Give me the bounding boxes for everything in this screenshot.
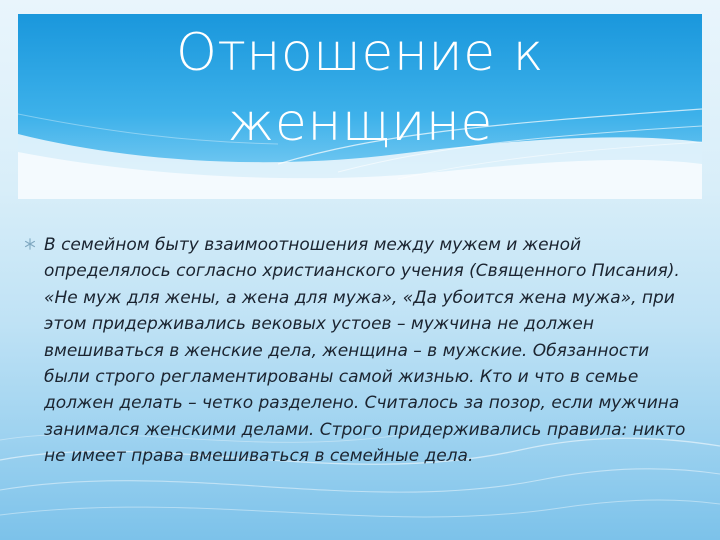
title-line-2: женщине bbox=[227, 93, 493, 154]
title-line-1: Отношение к bbox=[175, 23, 545, 83]
slide-title bbox=[18, 18, 702, 158]
bullet-text: В семейном быту взаимоотношения между мужем и женой определялось согласно христианского учения (Священного Писания). «Не муж для жены, а жена для мужа», «Да убоится жена мужа», при этом придерживались вековых устоев – мужчина не должен вмешиваться в женские дела, женщина – в мужские. Обязанности были строго регламентированы самой жизнью. Кто и что в семье должен делать – четко разделено. Считалось за позор, если мужчина занимался женскими делами. Строго придерживались правила: никто не имеет права вмешиваться в семейные дела. bbox=[44, 235, 686, 467]
bullet-item bbox=[24, 232, 700, 470]
snowflake-bullet-icon bbox=[24, 238, 36, 250]
content-area bbox=[24, 232, 700, 470]
